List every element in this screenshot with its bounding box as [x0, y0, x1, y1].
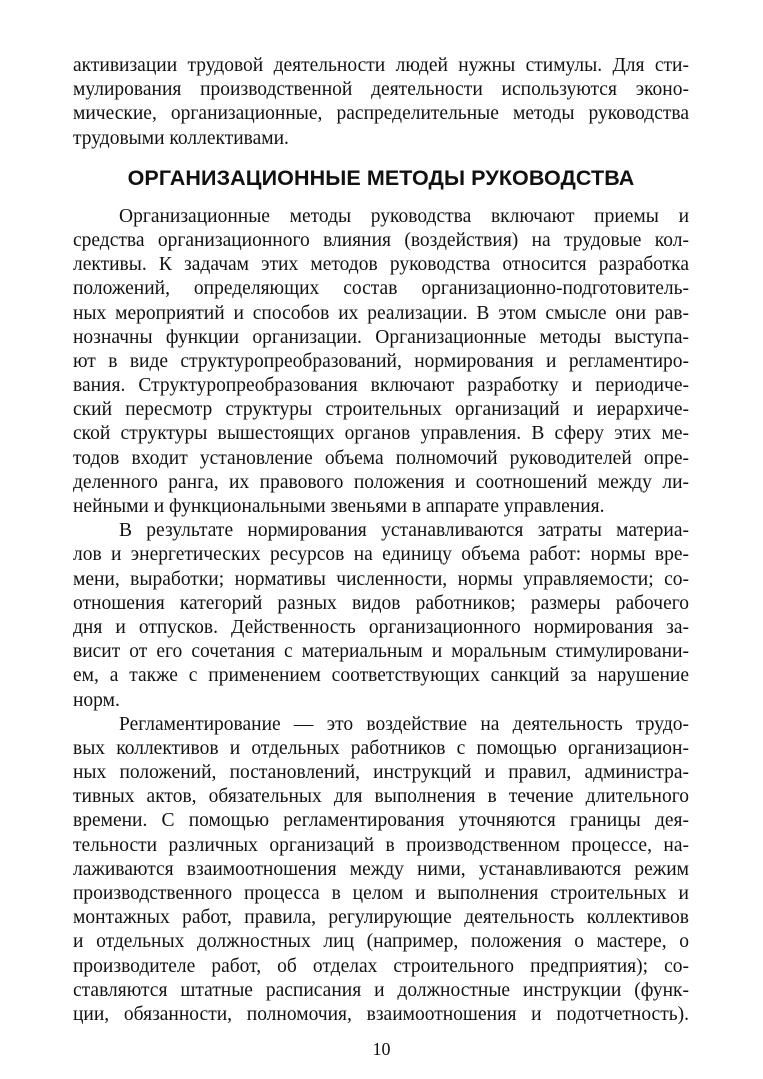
text-line: и отдельных должностных лиц (например, положения о мастере, о — [73, 931, 689, 953]
text-line: активизации трудовой деятельности людей нужны стимулы. Для сти- — [73, 55, 689, 76]
text-line: Организационные методы руководства включают приемы и — [119, 205, 689, 227]
text-line: ставляются штатные расписания и должностные инструкции (функ- — [73, 979, 689, 1001]
text-line: монтажных работ, правила, регулирующие деятельность коллективов — [73, 907, 689, 929]
page-number: 10 — [372, 1039, 391, 1059]
text-line: тодов входит установление объема полномочий руководителей опре- — [73, 447, 689, 469]
text-line: ных мероприятий и способов их реализации. В этом смысле они рав- — [73, 302, 689, 324]
section-heading: ОРГАНИЗАЦИОННЫЕ МЕТОДЫ РУКОВОДСТВА — [127, 165, 635, 190]
text-line: деленного ранга, их правового положения и соотношений между ли- — [73, 471, 689, 493]
text-line: положений, определяющих состав организационно-подготовитель- — [73, 278, 689, 300]
paragraph-normalization — [73, 519, 689, 713]
text-line: времени. С помощью регламентирования уточняются границы дея- — [73, 810, 689, 832]
text-line: производственного процесса в целом и выполнения строительных и — [73, 883, 689, 904]
text-line: тивных актов, обязательных для выполнения в течение длительного — [73, 786, 689, 808]
text-line: трудовыми коллективами. — [73, 127, 289, 149]
text-line: нозначны функции организации. Организационные методы выступа- — [73, 326, 689, 348]
text-line: отношения категорий разных видов работников; размеры рабочего — [73, 592, 689, 614]
text-line: средства организационного влияния (воздействия) на трудовые кол- — [73, 229, 689, 251]
text-line: нейными и функциональными звеньями в аппарате управления. — [73, 496, 605, 517]
text-line: Регламентирование — это воздействие на деятельность трудо- — [119, 713, 689, 735]
page-body — [73, 54, 689, 1027]
text-line: В результате нормирования устанавливаются затраты материа- — [119, 520, 689, 542]
text-line: ных положений, постановлений, инструкций и правил, администра- — [73, 762, 689, 784]
paragraph-regulation — [73, 713, 689, 1027]
text-line: мулирования производственной деятельности используются эконо- — [73, 79, 689, 101]
text-line: тельности различных организаций в производственном процессе, на- — [73, 834, 689, 856]
text-line: ют в виде структуропреобразований, нормирования и регламентиро- — [73, 350, 689, 372]
text-line: ем, а также с применением соответствующих санкций за нарушение — [73, 665, 689, 687]
paragraph-organizational-methods — [73, 205, 689, 519]
text-line: дня и отпусков. Действенность организационного нормирования за- — [73, 616, 689, 638]
text-line: производителе работ, об отделах строительного предприятия); со- — [73, 955, 689, 977]
text-line: норм. — [73, 689, 120, 711]
text-line: вания. Структуропреобразования включают разработку и периодиче- — [73, 375, 689, 397]
text-line: лаживаются взаимоотношения между ними, устанавливаются режим — [73, 858, 689, 880]
intro-paragraph — [73, 54, 689, 151]
text-line: висит от его сочетания с материальным и моральным стимулировани- — [73, 641, 689, 663]
text-line: ской структуры вышестоящих органов управления. В сферу этих ме- — [73, 423, 689, 445]
text-line: мические, организационные, распределительные методы руководства — [73, 103, 689, 125]
text-line: ции, обязанности, полномочия, взаимоотношения и подотчетность). — [73, 1003, 689, 1025]
text-line: лективы. К задачам этих методов руководства относится разработка — [73, 254, 689, 276]
text-line: ский пересмотр структуры строительных организаций и иерархиче- — [73, 399, 689, 421]
text-line: лов и энергетических ресурсов на единицу объема работ: нормы вре- — [73, 544, 689, 566]
text-line: мени, выработки; нормативы численности, нормы управляемости; со- — [73, 568, 689, 590]
text-line: вых коллективов и отдельных работников с помощью организацион- — [73, 737, 689, 759]
